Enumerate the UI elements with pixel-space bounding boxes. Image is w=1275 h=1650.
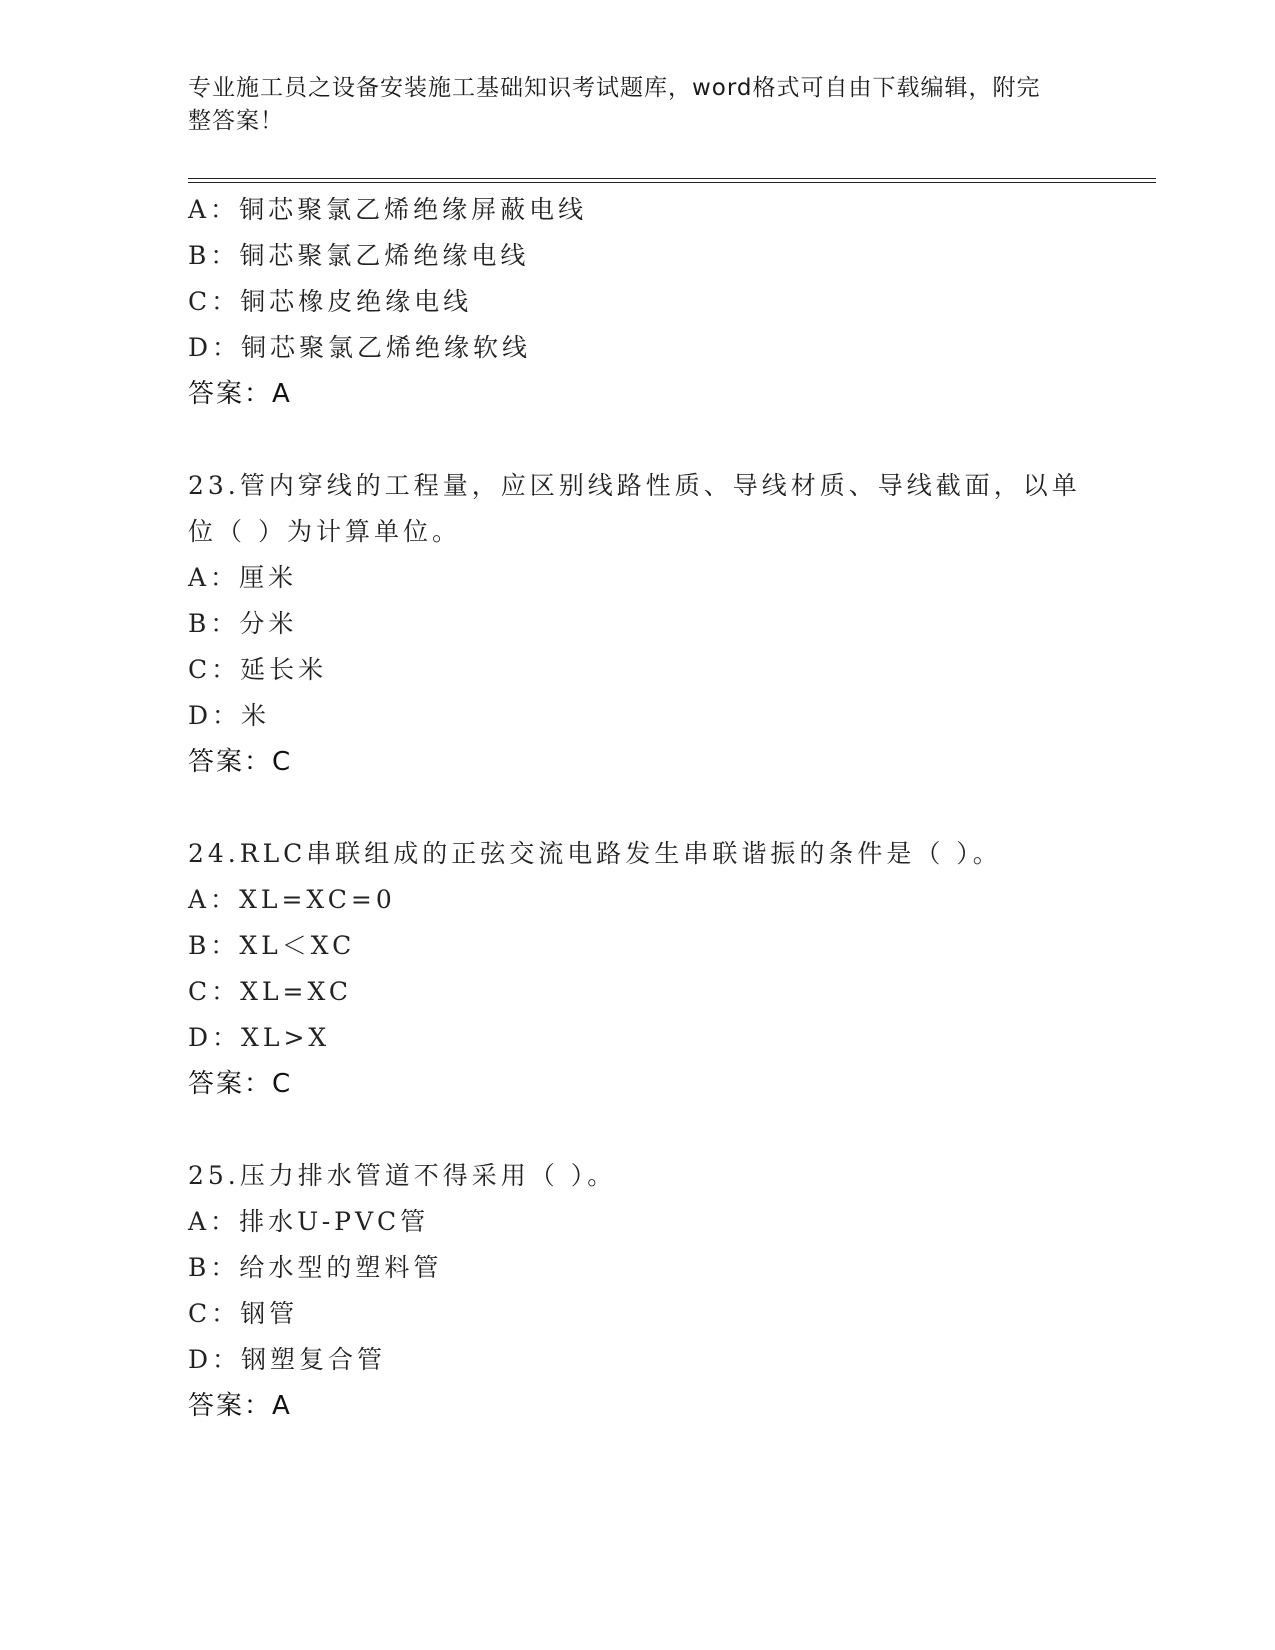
question-stem-line-1: 25.压力排水管道不得采用（ ）。 bbox=[188, 1161, 617, 1190]
option-d: D：铜芯聚氯乙烯绝缘软线 bbox=[188, 333, 532, 362]
option-b: B：铜芯聚氯乙烯绝缘电线 bbox=[188, 241, 530, 270]
option-a: A：铜芯聚氯乙烯绝缘屏蔽电线 bbox=[188, 195, 588, 224]
spacer bbox=[188, 417, 1088, 463]
option-d: D：米 bbox=[188, 701, 271, 730]
question-25 bbox=[188, 1153, 1088, 1429]
header-divider-top bbox=[188, 178, 1156, 179]
answer: 答案：A bbox=[188, 1391, 292, 1421]
header-line-2: 整答案！ bbox=[188, 108, 284, 134]
document-header bbox=[188, 72, 1068, 138]
option-d: D：钢塑复合管 bbox=[188, 1345, 387, 1374]
header-line-1: 专业施工员之设备安装施工基础知识考试题库，word格式可自由下载编辑，附完 bbox=[188, 75, 1041, 101]
option-a: A：XL=XC=0 bbox=[188, 885, 396, 914]
option-c: C：延长米 bbox=[188, 655, 328, 684]
option-b: B：分米 bbox=[188, 609, 298, 638]
option-d: D：XL>X bbox=[188, 1023, 331, 1052]
spacer bbox=[188, 785, 1088, 831]
option-c: C：XL=XC bbox=[188, 977, 352, 1006]
header-divider-bottom bbox=[188, 182, 1156, 183]
option-a: A：排水U-PVC管 bbox=[188, 1207, 430, 1236]
answer: 答案：C bbox=[188, 1069, 293, 1099]
question-list bbox=[188, 187, 1088, 1429]
option-c: C：钢管 bbox=[188, 1299, 299, 1328]
option-b: B：XL＜XC bbox=[188, 931, 356, 960]
answer: 答案：C bbox=[188, 747, 293, 777]
question-24 bbox=[188, 831, 1088, 1107]
question-stem-line-2: 位（ ）为计算单位。 bbox=[188, 517, 461, 546]
question-23 bbox=[188, 463, 1088, 785]
option-c: C：铜芯橡皮绝缘电线 bbox=[188, 287, 473, 316]
question-22-tail bbox=[188, 187, 1088, 417]
answer: 答案：A bbox=[188, 379, 292, 409]
option-b: B：给水型的塑料管 bbox=[188, 1253, 443, 1282]
question-stem-line-1: 24.RLC串联组成的正弦交流电路发生串联谐振的条件是（ ）。 bbox=[188, 839, 1002, 868]
question-stem-line-1: 23.管内穿线的工程量，应区别线路性质、导线材质、导线截面，以单 bbox=[188, 471, 1081, 500]
option-a: A：厘米 bbox=[188, 563, 298, 592]
spacer bbox=[188, 1107, 1088, 1153]
